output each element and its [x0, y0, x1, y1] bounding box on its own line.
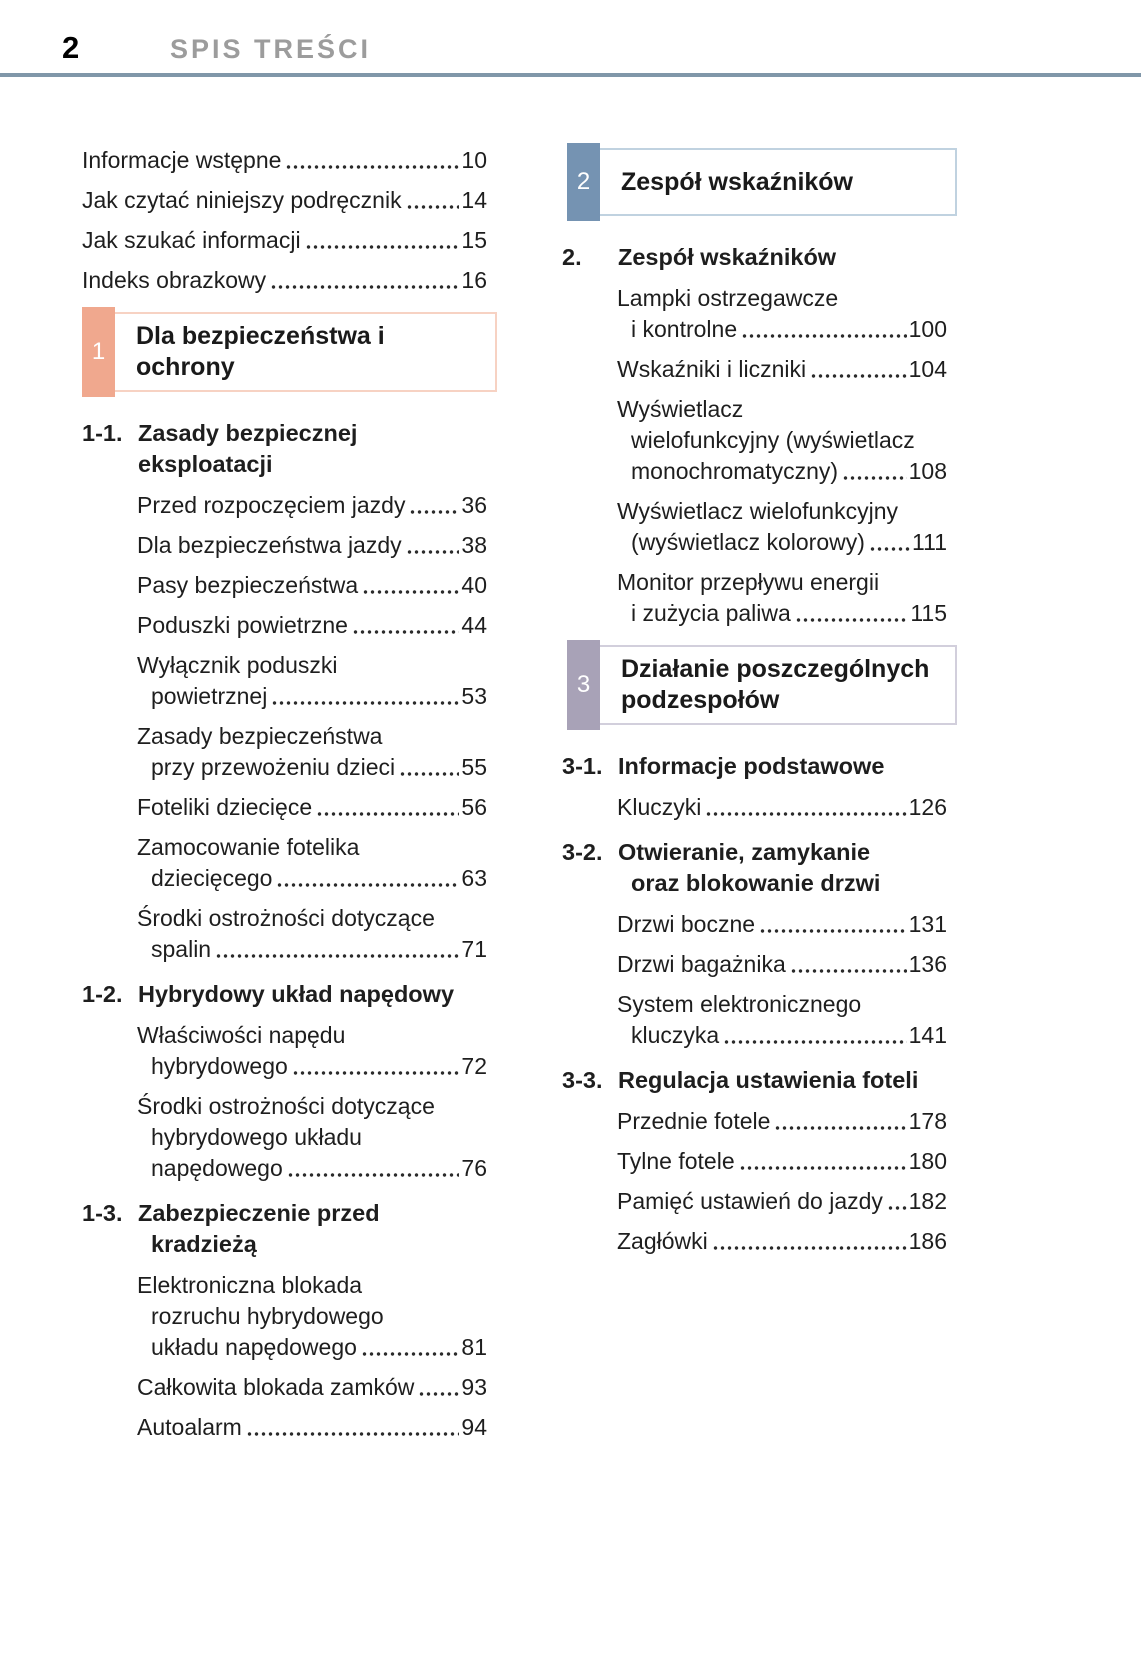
entry-title: kluczyka — [631, 1022, 720, 1048]
entry-title: (wyświetlacz kolorowy) — [631, 529, 865, 555]
leader-dots — [215, 934, 459, 965]
toc-entry — [562, 354, 947, 385]
entry-title: Pamięć ustawień do jazdy — [617, 1188, 883, 1214]
section-box — [567, 645, 957, 725]
heading-title-line: oraz blokowanie drzwi — [631, 870, 881, 896]
entry-title-line: Lampki ostrzegawcze — [617, 285, 839, 311]
toc-entry — [82, 145, 487, 176]
entry-title: Pasy bezpieczeństwa — [137, 572, 359, 598]
entry-page-number: 81 — [461, 1334, 487, 1360]
entry-last-line — [617, 1186, 947, 1217]
leader-dots — [285, 145, 459, 176]
toc-entry — [562, 394, 947, 487]
entry-last-line — [137, 490, 487, 521]
entry-page-number: 44 — [461, 612, 487, 638]
entry-title: przy przewożeniu dzieci — [151, 754, 396, 780]
toc-heading — [562, 1065, 947, 1096]
entry-title: Foteliki dziecięce — [137, 794, 313, 820]
toc-entry — [82, 225, 487, 256]
toc-heading — [562, 837, 947, 899]
entry-title: Zagłówki — [617, 1228, 708, 1254]
entry-page-number: 72 — [461, 1053, 487, 1079]
entry-title-line: rozruchu hybrydowego — [151, 1303, 384, 1329]
entry-title: Drzwi bagażnika — [617, 951, 786, 977]
toc-entry — [562, 949, 947, 980]
toc-entry — [562, 909, 947, 940]
toc-heading — [82, 418, 487, 480]
leader-dots — [774, 1106, 906, 1137]
section-number-tab — [567, 143, 600, 221]
toc-entry — [82, 265, 487, 296]
toc-entry — [82, 530, 487, 561]
leader-dots — [292, 1051, 460, 1082]
toc-entry — [82, 721, 487, 783]
toc-entry — [562, 1186, 947, 1217]
entry-last-line — [617, 1146, 947, 1177]
entry-last-line — [151, 934, 487, 965]
section-title: Zespół wskaźników — [621, 167, 854, 196]
leader-dots — [842, 456, 907, 487]
toc-heading — [82, 1198, 487, 1260]
toc-entry — [562, 1226, 947, 1257]
toc-column-right — [562, 145, 947, 1266]
entry-page-number: 36 — [461, 492, 487, 518]
heading-number: 3-1. — [562, 753, 603, 779]
entry-page-number: 16 — [461, 267, 487, 293]
entry-title-line: wielofunkcyjny (wyświetlacz — [631, 427, 915, 453]
toc-entry — [82, 610, 487, 641]
entry-title: i kontrolne — [631, 316, 738, 342]
section-number-tab — [82, 307, 115, 397]
entry-page-number: 93 — [461, 1374, 487, 1400]
heading-number: 1-1. — [82, 420, 123, 446]
toc-entry — [82, 1412, 487, 1443]
entry-title-line: Monitor przepływu energii — [617, 569, 880, 595]
entry-last-line — [151, 681, 487, 712]
entry-title: i zużycia paliwa — [631, 600, 791, 626]
entry-title-line: Wyłącznik poduszki — [137, 652, 338, 678]
toc-entry — [82, 903, 487, 965]
entry-title: hybrydowego — [151, 1053, 288, 1079]
heading-title-line: Zabezpieczenie przed — [138, 1200, 380, 1226]
toc-entry — [562, 283, 947, 345]
entry-last-line — [137, 570, 487, 601]
leader-dots — [305, 225, 460, 256]
entry-title: Wskaźniki i liczniki — [617, 356, 807, 382]
toc-entry — [82, 490, 487, 521]
entry-last-line — [617, 1106, 947, 1137]
entry-page-number: 108 — [908, 458, 947, 484]
toc-entry — [82, 1020, 487, 1082]
entry-title-line: System elektronicznego — [617, 991, 862, 1017]
entry-title: Poduszki powietrzne — [137, 612, 348, 638]
toc-heading — [562, 242, 947, 273]
heading-title-line: Regulacja ustawienia foteli — [618, 1067, 919, 1093]
leader-dots — [409, 490, 459, 521]
entry-title: Drzwi boczne — [617, 911, 756, 937]
leader-dots — [790, 949, 907, 980]
leader-dots — [418, 1372, 459, 1403]
entry-page-number: 182 — [908, 1188, 947, 1214]
heading-title-line: Zespół wskaźników — [618, 244, 837, 270]
entry-last-line — [617, 792, 947, 823]
heading-number: 3-3. — [562, 1067, 603, 1093]
section-number: 1 — [91, 338, 106, 365]
entry-page-number: 71 — [461, 936, 487, 962]
leader-dots — [270, 265, 459, 296]
leader-dots — [276, 863, 459, 894]
entry-last-line — [617, 354, 947, 385]
entry-page-number: 180 — [908, 1148, 947, 1174]
toc-entry — [82, 1091, 487, 1184]
leader-dots — [399, 752, 459, 783]
toc-entry — [82, 1270, 487, 1363]
entry-title: Przednie fotele — [617, 1108, 771, 1134]
entry-page-number: 53 — [461, 683, 487, 709]
heading-title-line: Zasady bezpiecznej eksploatacji — [138, 420, 358, 477]
entry-last-line — [137, 610, 487, 641]
entry-page-number: 136 — [908, 951, 947, 977]
entry-last-line — [82, 265, 487, 296]
page-title: SPIS TREŚCI — [170, 34, 372, 64]
toc-entry — [562, 496, 947, 558]
entry-page-number: 15 — [461, 227, 487, 253]
leader-dots — [406, 530, 460, 561]
toc-entry — [82, 185, 487, 216]
entry-page-number: 38 — [461, 532, 487, 558]
leader-dots — [869, 527, 910, 558]
entry-last-line — [631, 456, 947, 487]
page-number: 2 — [62, 30, 80, 65]
entry-title-line: hybrydowego układu — [151, 1124, 362, 1150]
toc-entry — [82, 570, 487, 601]
entry-title-line: Wyświetlacz — [617, 396, 744, 422]
entry-last-line — [631, 598, 947, 629]
leader-dots — [723, 1020, 906, 1051]
leader-dots — [271, 681, 459, 712]
leader-dots — [406, 185, 460, 216]
entry-last-line — [631, 1020, 947, 1051]
heading-number: 1-3. — [82, 1200, 123, 1226]
leader-dots — [287, 1153, 460, 1184]
entry-title: Dla bezpieczeństwa jazdy — [137, 532, 402, 558]
entry-page-number: 126 — [908, 794, 947, 820]
entry-title: Jak szukać informacji — [82, 227, 301, 253]
entry-last-line — [137, 792, 487, 823]
leader-dots — [705, 792, 906, 823]
entry-page-number: 186 — [908, 1228, 947, 1254]
entry-last-line — [151, 863, 487, 894]
section-number: 3 — [576, 671, 591, 698]
entry-page-number: 10 — [461, 147, 487, 173]
entry-last-line — [137, 530, 487, 561]
entry-title: Tylne fotele — [617, 1148, 735, 1174]
toc-entry — [82, 792, 487, 823]
leader-dots — [739, 1146, 907, 1177]
leader-dots — [887, 1186, 907, 1217]
entry-title: powietrznej — [151, 683, 268, 709]
leader-dots — [316, 792, 459, 823]
leader-dots — [741, 314, 907, 345]
entry-title: Całkowita blokada zamków — [137, 1374, 415, 1400]
section-box — [82, 312, 497, 392]
leader-dots — [795, 598, 909, 629]
entry-title: Autoalarm — [137, 1414, 242, 1440]
heading-title-line: Informacje podstawowe — [618, 753, 885, 779]
toc-column-left — [82, 145, 487, 1452]
heading-title-line: kradzieżą — [151, 1231, 257, 1257]
entry-page-number: 76 — [461, 1155, 487, 1181]
heading-title-line: Hybrydowy układ napędowy — [138, 981, 455, 1007]
entry-title-line: Środki ostrożności dotyczące — [137, 905, 435, 931]
toc-entry — [82, 1372, 487, 1403]
entry-page-number: 14 — [461, 187, 487, 213]
leader-dots — [759, 909, 907, 940]
entry-title: Kluczyki — [617, 794, 702, 820]
entry-page-number: 111 — [912, 529, 947, 555]
entry-page-number: 104 — [908, 356, 947, 382]
header-rule — [0, 73, 1141, 77]
entry-page-number: 115 — [910, 600, 947, 626]
toc-entry — [562, 1106, 947, 1137]
entry-page-number: 131 — [908, 911, 947, 937]
entry-title: Przed rozpoczęciem jazdy — [137, 492, 406, 518]
leader-dots — [246, 1412, 460, 1443]
toc-entry — [562, 567, 947, 629]
leader-dots — [362, 570, 459, 601]
section-title: Dla bezpieczeństwa i ochrony — [136, 322, 385, 381]
entry-last-line — [137, 1412, 487, 1443]
entry-page-number: 56 — [461, 794, 487, 820]
section-box — [567, 148, 957, 216]
entry-last-line — [151, 1051, 487, 1082]
entry-last-line — [137, 1372, 487, 1403]
entry-last-line — [151, 752, 487, 783]
entry-page-number: 55 — [461, 754, 487, 780]
entry-title: monochromatyczny) — [631, 458, 839, 484]
entry-title-line: Środki ostrożności dotyczące — [137, 1093, 435, 1119]
heading-number: 3-2. — [562, 839, 603, 865]
section-number-tab — [567, 640, 600, 730]
entry-last-line — [82, 225, 487, 256]
entry-page-number: 178 — [908, 1108, 947, 1134]
entry-last-line — [617, 1226, 947, 1257]
heading-number: 1-2. — [82, 981, 123, 1007]
section-title: Działanie poszczególnych — [621, 655, 930, 683]
leader-dots — [810, 354, 906, 385]
entry-title: układu napędowego — [151, 1334, 357, 1360]
entry-title-line: Elektroniczna blokada — [137, 1272, 363, 1298]
entry-page-number: 94 — [461, 1414, 487, 1440]
entry-title: Indeks obrazkowy — [82, 267, 267, 293]
entry-page-number: 40 — [461, 572, 487, 598]
entry-title-line: Zasady bezpieczeństwa — [137, 723, 383, 749]
toc-heading — [82, 979, 487, 1010]
entry-title-line: Zamocowanie fotelika — [137, 834, 360, 860]
entry-last-line — [631, 527, 947, 558]
page-header — [0, 0, 1141, 80]
leader-dots — [712, 1226, 907, 1257]
entry-title-line: Wyświetlacz wielofunkcyjny — [617, 498, 898, 524]
toc-entry — [82, 650, 487, 712]
entry-last-line — [617, 909, 947, 940]
section-number: 2 — [576, 168, 591, 195]
entry-title: dziecięcego — [151, 865, 273, 891]
leader-dots — [361, 1332, 460, 1363]
entry-page-number: 141 — [908, 1022, 947, 1048]
entry-page-number: 63 — [461, 865, 487, 891]
entry-last-line — [151, 1153, 487, 1184]
toc-entry — [562, 1146, 947, 1177]
entry-title: Informacje wstępne — [82, 147, 282, 173]
entry-last-line — [82, 145, 487, 176]
toc-entry — [562, 989, 947, 1051]
entry-last-line — [631, 314, 947, 345]
entry-title: Jak czytać niniejszy podręcznik — [82, 187, 402, 213]
entry-last-line — [82, 185, 487, 216]
entry-title: spalin — [151, 936, 212, 962]
entry-title-line: Właściwości napędu — [137, 1022, 346, 1048]
entry-title: napędowego — [151, 1155, 283, 1181]
heading-title-line: Otwieranie, zamykanie — [618, 839, 871, 865]
toc-entry — [562, 792, 947, 823]
entry-last-line — [151, 1332, 487, 1363]
heading-number: 2. — [562, 244, 582, 270]
entry-last-line — [617, 949, 947, 980]
entry-page-number: 100 — [908, 316, 947, 342]
section-title: podzespołów — [621, 686, 780, 714]
toc-entry — [82, 832, 487, 894]
toc-heading — [562, 751, 947, 782]
leader-dots — [352, 610, 459, 641]
